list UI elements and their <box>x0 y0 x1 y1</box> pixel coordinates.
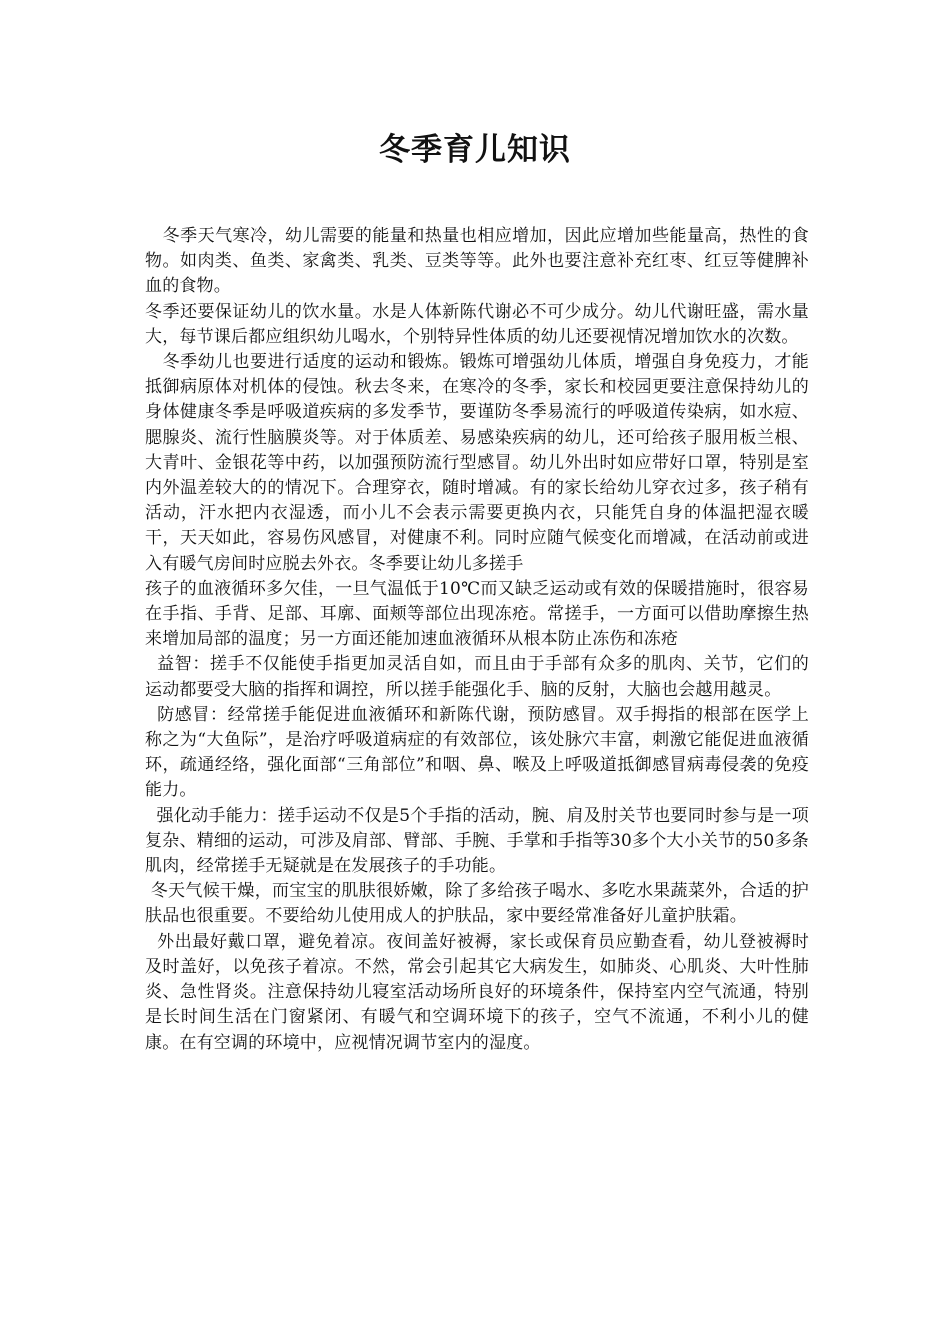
document-title: 冬季育儿知识 <box>379 132 571 168</box>
paragraph-circulation: 孩子的血液循环多欠佳，一旦气温低于10℃而又缺乏运动或有效的保暖措施时，很容易在手指、手背、足部、耳廓、面颊等部位出现冻疮。常搓手，一方面可以借助摩擦生热来增加局部的温度；另一方面还能加速血液循环从根本防止冻伤和冻疮 <box>145 578 809 650</box>
paragraph-intelligence: 益智：搓手不仅能使手指更加灵活自如，而且由于手部有众多的肌肉、关节，它们的运动都要受大脑的指挥和调控，所以搓手能强化手、脑的反射，大脑也会越用越灵。 <box>145 654 809 700</box>
paragraph-cold-prevention: 防感冒：经常搓手能促进血液循环和新陈代谢，预防感冒。双手拇指的根部在医学上称之为“大鱼际”，是治疗呼吸道病症的有效部位，该处脉穴丰富，刺激它能促进血液循环，疏通经络，强化面部“三角部位”和咽、鼻、喉及上呼吸道抵御感冒病毒侵袭的免疫能力。 <box>145 704 809 801</box>
paragraph-skincare: 冬天气候干燥，而宝宝的肌肤很娇嫩，除了多给孩子喝水、多吃水果蔬菜外，合适的护肤品也很重要。不要给幼儿使用成人的护肤品，家中要经常准备好儿童护肤霜。 <box>145 881 809 927</box>
paragraph-exercise: 冬季幼儿也要进行适度的运动和锻炼。锻炼可增强幼儿体质，增强自身免疫力，才能抵御病原体对机体的侵蚀。秋去冬来，在寒冷的冬季，家长和校园更要注意保持幼儿的身体健康冬季是呼吸道疾病的多发季节，要谨防冬季易流行的呼吸道传染病，如水痘、腮腺炎、流行性脑膜炎等。对于体质差、易感染疾病的幼儿，还可给孩子服用板兰根、大青叶、金银花等中药，以加强预防流行型感冒。幼儿外出时如应带好口罩，特别是室内外温差较大的的情况下。合理穿衣，随时增减。有的家长给幼儿穿衣过多，孩子稍有活动，汗水把内衣湿透，而小儿不会表示需要更换内衣，只能凭自身的体温把湿衣暖干，天天如此，容易伤风感冒，对健康不利。同时应随气候变化而增减，在活动前或进入有暖气房间时应脱去外衣。冬季要让幼儿多搓手 <box>145 352 810 574</box>
paragraph-diet: 冬季天气寒冷，幼儿需要的能量和热量也相应增加，因此应增加些能量高，热性的食物。如肉类、鱼类、家禽类、乳类、豆类等等。此外也要注意补充红枣、红豆等健脾补血的食物。 <box>145 226 810 297</box>
paragraph-hand-skills: 强化动手能力：搓手运动不仅是5个手指的活动，腕、肩及肘关节也要同时参与是一项复杂、精细的运动，可涉及肩部、臂部、手腕、手掌和手指等30多个大小关节的50多条肌肉，经常搓手无疑就是在发展孩子的手功能。 <box>145 805 809 877</box>
paragraph-water: 冬季还要保证幼儿的饮水量。水是人体新陈代谢必不可少成分。幼儿代谢旺盛，需水量大，每节课后都应组织幼儿喝水，个别特异性体质的幼儿还要视情况增加饮水的次数。 <box>145 301 809 347</box>
document-body <box>145 224 809 1056</box>
paragraph-outdoor-care: 外出最好戴口罩，避免着凉。夜间盖好被褥，家长或保育员应勤查看，幼儿登被褥时及时盖好，以免孩子着凉。不然，常会引起其它大病发生，如肺炎、心肌炎、大叶性肺炎、急性肾炎。注意保持幼儿寝室活动场所良好的环境条件，保持室内空气流通，特别是长时间生活在门窗紧闭、有暖气和空调环境下的孩子，空气不流通，不利小儿的健康。在有空调的环境中，应视情况调节室内的湿度。 <box>145 931 809 1053</box>
